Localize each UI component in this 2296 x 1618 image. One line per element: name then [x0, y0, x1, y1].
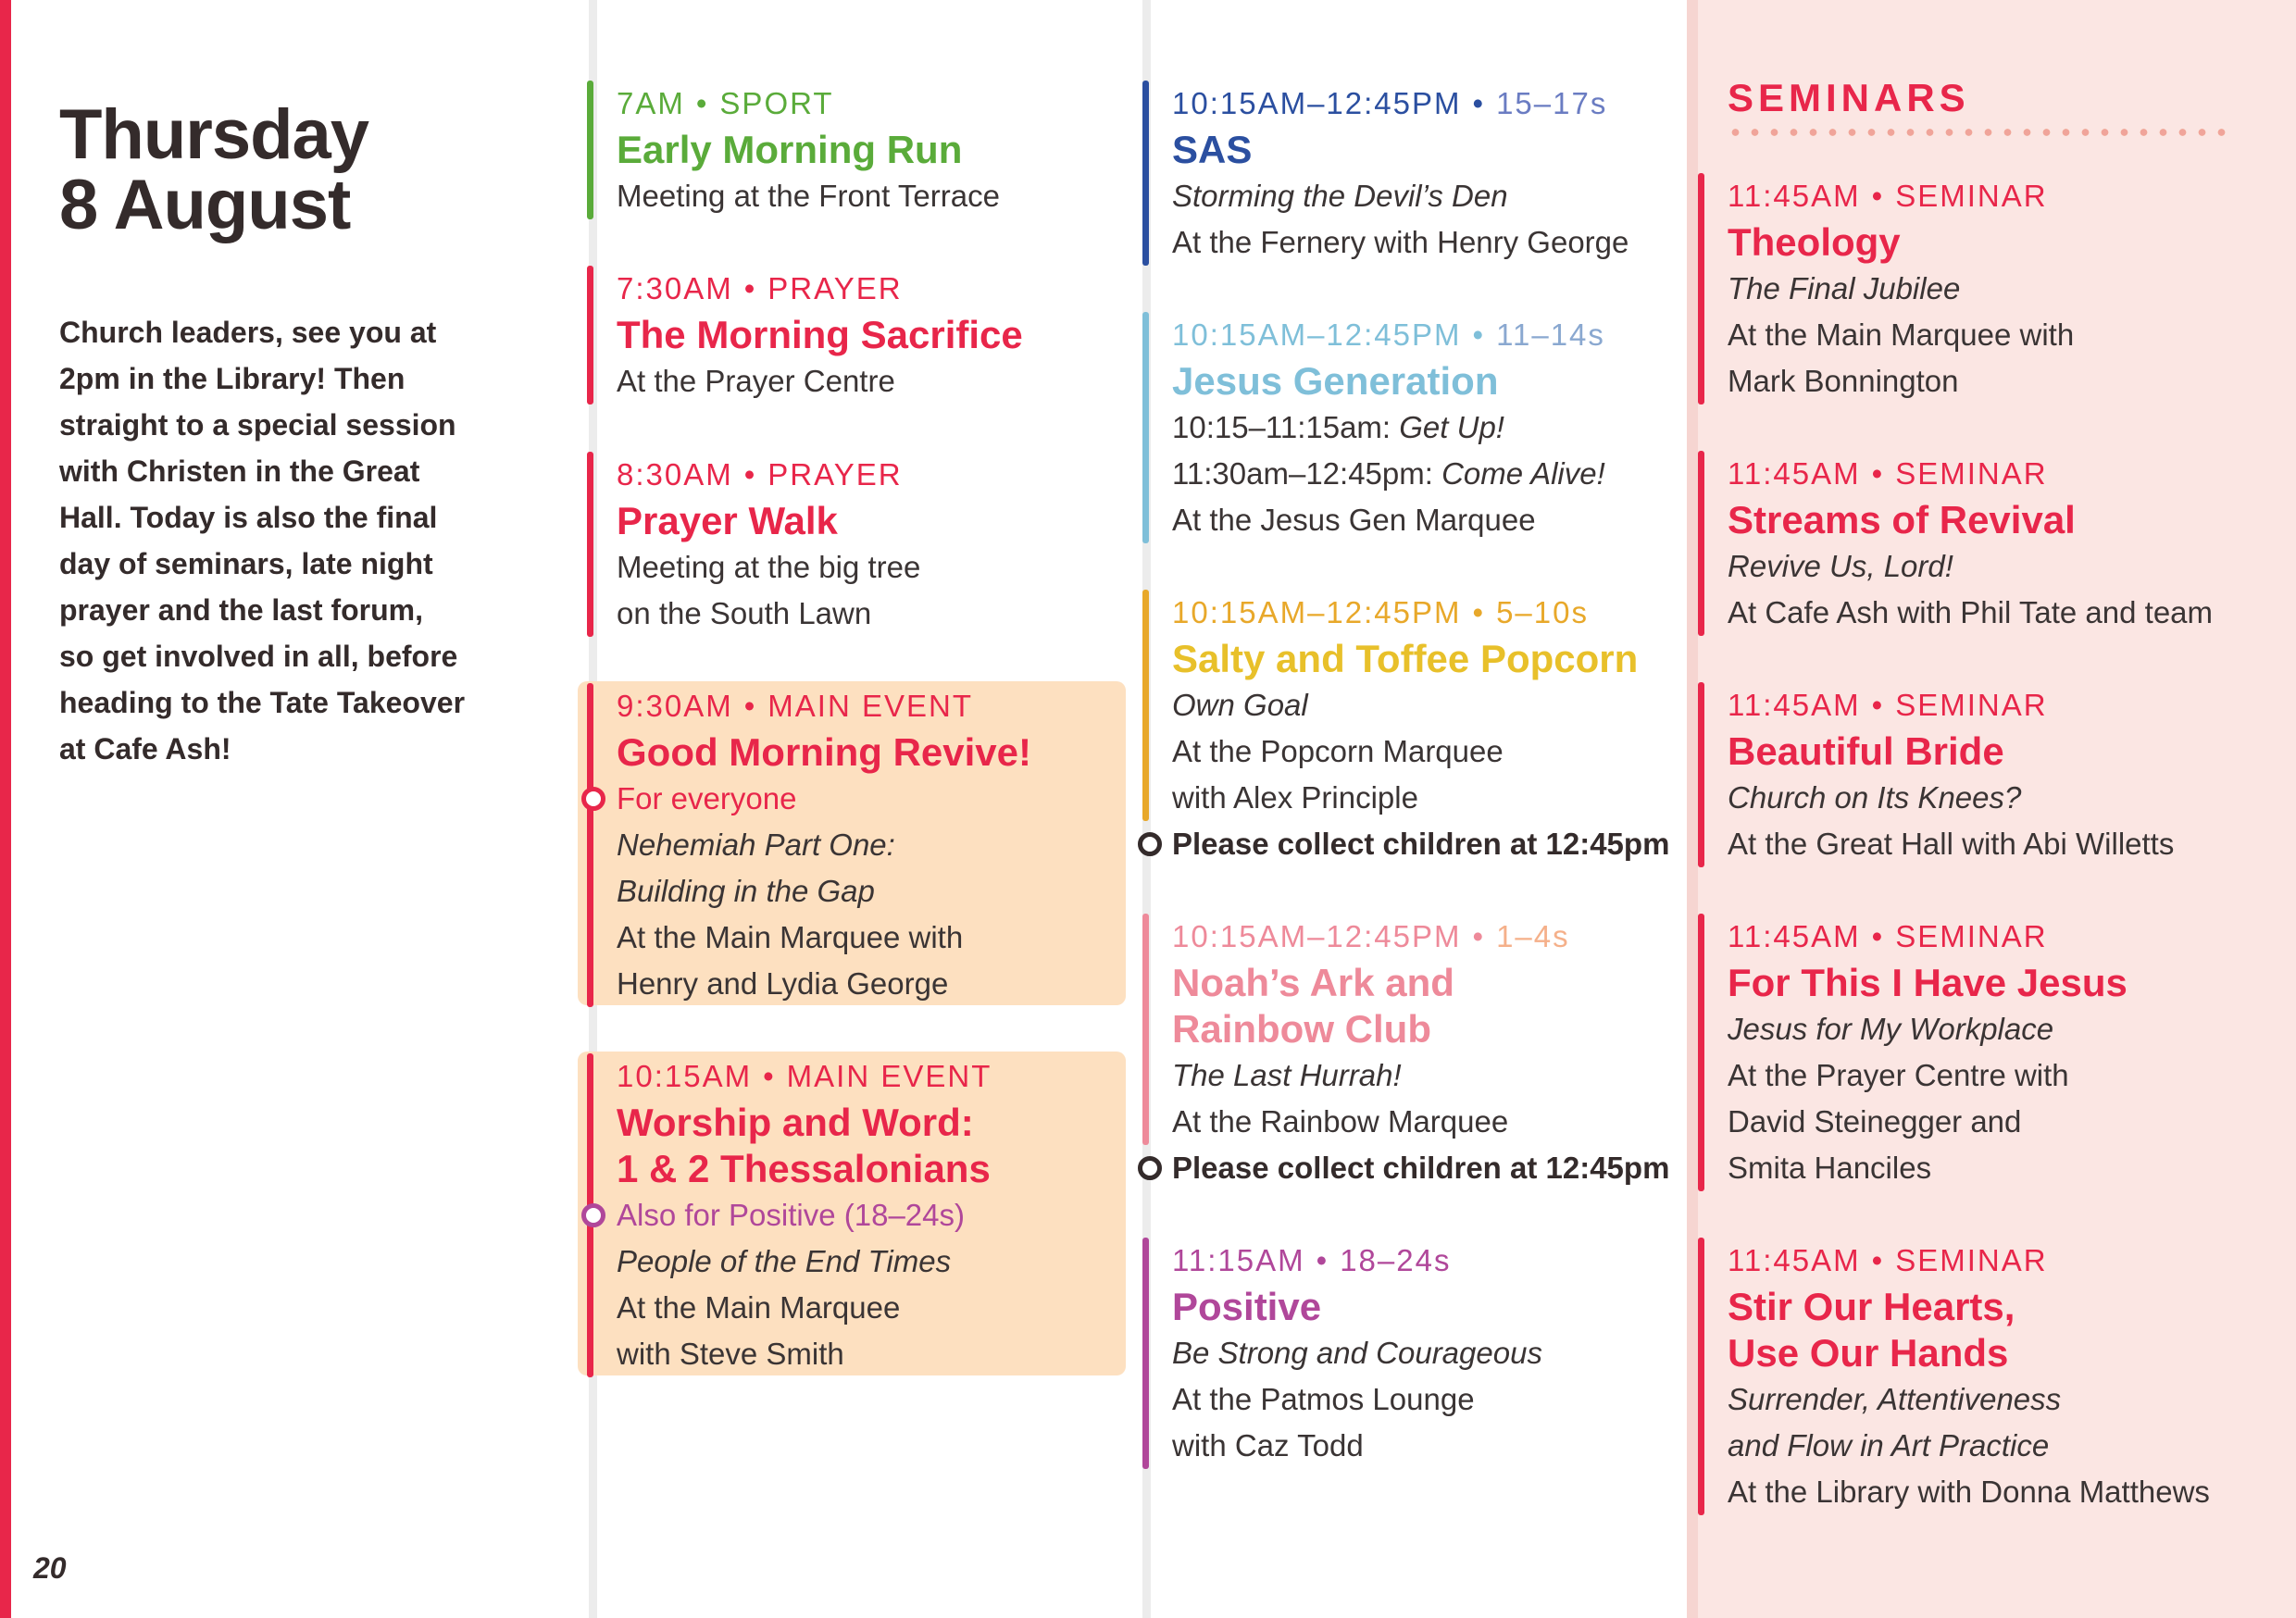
event-time: 10:15AM	[617, 1059, 753, 1093]
separator-dot: •	[1316, 1243, 1329, 1277]
event-location: At the Main Marquee	[617, 1290, 901, 1325]
event-location: on the South Lawn	[617, 596, 872, 630]
event-talk: Jesus for My Workplace	[1728, 1012, 2054, 1046]
event-time: 11:45AM	[1728, 456, 1861, 491]
event-schedule	[1172, 451, 1605, 497]
event-talk: Church on Its Knees?	[1728, 780, 2022, 815]
event-audience: For everyone	[617, 781, 797, 815]
event-title: The Morning Sacrifice	[617, 313, 1023, 356]
separator-dot: •	[743, 689, 757, 723]
event-location: with Alex Principle	[1172, 780, 1418, 815]
separator-dot: •	[1472, 86, 1486, 120]
event-meta	[1728, 682, 2174, 728]
event-meta	[1728, 451, 2213, 497]
event-meta	[617, 683, 1031, 729]
note-pin-icon	[1138, 1156, 1162, 1180]
event-location: At the Library with Donna Matthews	[1728, 1475, 2210, 1509]
event-audience: Also for Positive (18–24s)	[617, 1198, 966, 1232]
event-title: Prayer Walk	[617, 499, 838, 542]
event-location: At the Prayer Centre	[617, 364, 895, 398]
event-time: 11:45AM	[1728, 688, 1861, 722]
event-title: Jesus Generation	[1172, 359, 1499, 403]
event-category: SEMINAR	[1895, 179, 2048, 213]
seminar-stir-our-hearts	[1698, 1238, 2210, 1515]
event-title: Good Morning Revive!	[617, 730, 1032, 774]
seminar-panel-edge	[1687, 0, 1698, 1618]
event-category: SEMINAR	[1895, 1243, 2048, 1277]
event-category: PRAYER	[767, 457, 903, 492]
event-title: Worship and Word:	[617, 1101, 974, 1144]
intro-line: 2pm in the Library! Then	[59, 362, 406, 395]
event-color-bar	[1142, 590, 1149, 821]
event-time: 7:30AM	[617, 271, 733, 305]
event-location: David Steinegger and	[1728, 1104, 2022, 1139]
event-sas	[1142, 81, 1628, 266]
event-time: 10:15AM–12:45PM	[1172, 595, 1462, 629]
schedule-talk: Come Alive!	[1441, 456, 1605, 491]
page-title	[59, 95, 369, 244]
event-location: At the Great Hall with Abi Willetts	[1728, 827, 2175, 861]
event-meta	[617, 266, 1023, 312]
event-category: MAIN EVENT	[786, 1059, 992, 1093]
event-meta	[1728, 173, 2074, 219]
event-color-bar	[587, 683, 593, 1007]
event-color-bar	[587, 266, 593, 404]
event-category: SEMINAR	[1895, 456, 2048, 491]
event-time: 11:15AM	[1172, 1243, 1305, 1277]
event-color-bar	[1142, 81, 1149, 266]
event-meta	[1172, 312, 1605, 358]
event-age-group: 18–24s	[1340, 1243, 1452, 1277]
event-meta	[1172, 1238, 1542, 1284]
separator-dot: •	[1871, 688, 1885, 722]
event-title: Beautiful Bride	[1728, 729, 2004, 773]
separator-dot: •	[743, 271, 757, 305]
separator-dot: •	[1871, 919, 1885, 953]
event-location: At the Main Marquee with	[1728, 317, 2075, 352]
event-talk: Be Strong and Courageous	[1172, 1336, 1542, 1370]
intro-line: straight to a special session	[59, 408, 456, 442]
event-time: 10:15AM–12:45PM	[1172, 86, 1462, 120]
event-color-bar	[1698, 914, 1704, 1191]
event-location: At the Rainbow Marquee	[1172, 1104, 1509, 1139]
schedule-time: 11:30am–12:45pm:	[1172, 456, 1442, 491]
event-location: At the Main Marquee with	[617, 920, 964, 954]
event-schedule	[1172, 404, 1605, 451]
event-title: Stir Our Hearts,	[1728, 1285, 2015, 1328]
event-category: MAIN EVENT	[767, 689, 973, 723]
event-age-group: 15–17s	[1496, 86, 1608, 120]
event-location: At the Popcorn Marquee	[1172, 734, 1504, 768]
dotted-divider	[1726, 128, 2226, 137]
event-location: with Steve Smith	[617, 1337, 844, 1371]
event-color-bar	[1142, 312, 1149, 543]
separator-dot: •	[763, 1059, 776, 1093]
intro-line: Hall. Today is also the final	[59, 501, 438, 534]
event-color-bar	[1698, 173, 1704, 404]
event-location: Meeting at the big tree	[617, 550, 921, 584]
event-time: 7AM	[617, 86, 685, 120]
event-age-group: 11–14s	[1496, 317, 1605, 352]
event-color-bar	[1698, 1238, 1704, 1515]
event-talk: Building in the Gap	[617, 874, 875, 908]
event-time: 10:15AM–12:45PM	[1172, 317, 1462, 352]
event-age-group: 5–10s	[1496, 595, 1589, 629]
event-title: Early Morning Run	[617, 128, 963, 171]
intro-line: prayer and the last forum,	[59, 593, 423, 627]
event-location: At the Prayer Centre with	[1728, 1058, 2069, 1092]
intro-line: with Christen in the Great	[59, 454, 420, 488]
event-location: At the Patmos Lounge	[1172, 1382, 1475, 1416]
intro-line: day of seminars, late night	[59, 547, 433, 580]
separator-dot: •	[1472, 919, 1486, 953]
event-meta	[617, 81, 1000, 127]
event-category: PRAYER	[767, 271, 903, 305]
event-title: Theology	[1728, 220, 1901, 264]
event-time: 9:30AM	[617, 689, 733, 723]
event-location: At Cafe Ash with Phil Tate and team	[1728, 595, 2214, 629]
event-meta	[617, 452, 920, 498]
event-talk: Revive Us, Lord!	[1728, 549, 1953, 583]
event-location: Meeting at the Front Terrace	[617, 179, 1000, 213]
event-talk: People of the End Times	[617, 1244, 952, 1278]
note-pin-icon	[1138, 832, 1162, 856]
event-title: SAS	[1172, 128, 1253, 171]
event-title: 1 & 2 Thessalonians	[617, 1147, 991, 1190]
event-color-bar	[1698, 682, 1704, 867]
separator-dot: •	[1472, 317, 1486, 352]
event-category: SEMINAR	[1895, 688, 2048, 722]
separator-dot: •	[1871, 1243, 1885, 1277]
seminars-heading: SEMINARS	[1728, 76, 1970, 119]
intro-line: at Cafe Ash!	[59, 732, 231, 765]
event-category: SPORT	[719, 86, 834, 120]
event-talk: Own Goal	[1172, 688, 1308, 722]
event-positive	[1142, 1238, 1542, 1469]
event-talk: Surrender, Attentiveness	[1728, 1382, 2062, 1416]
event-location: Henry and Lydia George	[617, 966, 949, 1001]
event-title: Noah’s Ark and	[1172, 961, 1454, 1004]
event-color-bar	[587, 81, 593, 219]
event-time: 8:30AM	[617, 457, 733, 492]
intro-line: so get involved in all, before	[59, 640, 458, 673]
separator-dot: •	[695, 86, 709, 120]
event-color-bar	[587, 452, 593, 637]
event-title: Streams of Revival	[1728, 498, 2076, 541]
event-title: Use Our Hands	[1728, 1331, 2009, 1375]
event-early-morning-run	[587, 81, 1000, 219]
separator-dot: •	[1871, 456, 1885, 491]
event-talk: The Final Jubilee	[1728, 271, 1961, 305]
event-title: Rainbow Club	[1172, 1007, 1431, 1051]
event-title: Positive	[1172, 1285, 1322, 1328]
separator-dot: •	[743, 457, 757, 492]
event-age-group: 1–4s	[1496, 919, 1570, 953]
event-time: 11:45AM	[1728, 179, 1861, 213]
event-meta	[1728, 1238, 2210, 1284]
event-category: SEMINAR	[1895, 919, 2048, 953]
event-morning-sacrifice	[587, 266, 1023, 404]
day-title-line: Thursday	[59, 95, 369, 174]
event-location: At the Jesus Gen Marquee	[1172, 503, 1536, 537]
event-worship-and-word	[587, 1053, 992, 1377]
event-time: 11:45AM	[1728, 919, 1861, 953]
event-meta	[1728, 914, 2128, 960]
event-title: Salty and Toffee Popcorn	[1172, 637, 1639, 680]
event-meta	[1172, 590, 1669, 636]
event-location: At the Fernery with Henry George	[1172, 225, 1629, 259]
seminar-for-this-i-have-jesus	[1698, 914, 2128, 1191]
event-salty-toffee-popcorn	[1142, 590, 1669, 867]
event-color-bar	[1698, 451, 1704, 636]
intro-line: Church leaders, see you at	[59, 316, 437, 349]
event-jesus-generation	[1142, 312, 1605, 543]
event-talk: and Flow in Art Practice	[1728, 1428, 2050, 1462]
page-edge-bar	[0, 0, 11, 1618]
collection-note: Please collect children at 12:45pm	[1172, 1151, 1670, 1185]
separator-dot: •	[1472, 595, 1486, 629]
event-location: Mark Bonnington	[1728, 364, 1959, 398]
separator-dot: •	[1871, 179, 1885, 213]
event-location: with Caz Todd	[1172, 1428, 1364, 1462]
event-title: For This I Have Jesus	[1728, 961, 2128, 1004]
event-color-bar	[1142, 1238, 1149, 1469]
event-prayer-walk	[587, 452, 920, 637]
event-talk: Nehemiah Part One:	[617, 828, 895, 862]
page-number: 20	[33, 1551, 67, 1585]
audience-pin-icon	[581, 787, 605, 811]
event-color-bar	[1142, 914, 1149, 1145]
event-talk: The Last Hurrah!	[1172, 1058, 1402, 1092]
audience-pin-icon	[581, 1203, 605, 1227]
event-time: 10:15AM–12:45PM	[1172, 919, 1462, 953]
event-talk: Storming the Devil’s Den	[1172, 179, 1508, 213]
schedule-time: 10:15–11:15am:	[1172, 410, 1400, 444]
event-meta	[617, 1053, 992, 1100]
event-noahs-ark	[1142, 914, 1669, 1191]
event-time: 11:45AM	[1728, 1243, 1861, 1277]
seminar-beautiful-bride	[1698, 682, 2174, 867]
collection-note: Please collect children at 12:45pm	[1172, 827, 1670, 861]
intro-text	[59, 309, 522, 772]
seminar-theology	[1698, 173, 2074, 404]
schedule-talk: Get Up!	[1399, 410, 1504, 444]
event-location: Smita Hanciles	[1728, 1151, 1932, 1185]
day-title-line: 8 August	[59, 166, 351, 244]
event-meta	[1172, 914, 1669, 960]
event-good-morning-revive	[587, 683, 1031, 1007]
event-meta	[1172, 81, 1628, 127]
intro-line: heading to the Tate Takeover	[59, 686, 466, 719]
seminar-streams-of-revival	[1698, 451, 2213, 636]
